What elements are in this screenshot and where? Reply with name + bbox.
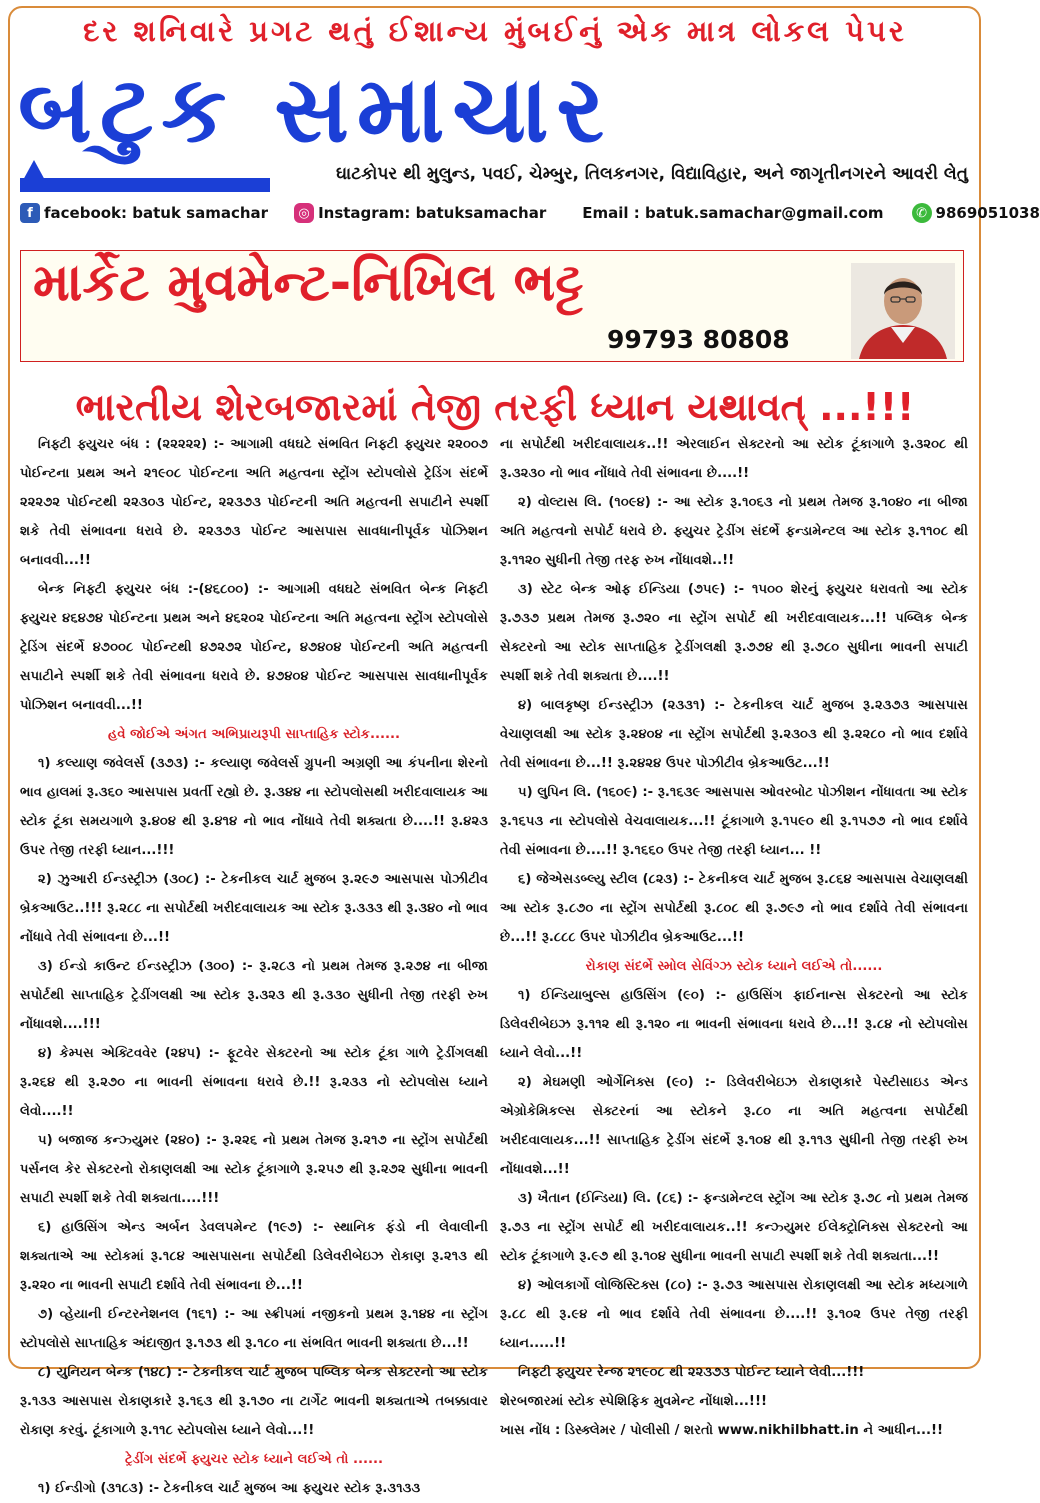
phone-label: 9869051038 bbox=[935, 204, 1040, 222]
nifty-future-para: નિફ્ટી ફ્યુચર બંધ : (૨૨૨૨૨) :- આગામી વધઘટે સંભવિત નિફ્ટી ફ્યુચર ૨૨૦૦૭ પોઈન્ટના પ્રથમ અને ૨૧૯૦૮ પોઈન્ટના અતિ મહત્વના સ્ટ્રોંગ સ્ટોપલોસે ટ્રેડિંગ સંદર્ભે ૨૨૨૭૨ પોઈન્ટથી ૨૨૩૦૩ પોઈન્ટ, ૨૨૩૭૩ પોઈન્ટની અતિ મહત્વની સપાટીને સ્પર્શી શકે તેવી સંભાવના ધરાવે છે. ૨૨૩૭૩ પોઈન્ટ આસપાસ સાવધાનીપૂર્વક પોઝિશન બનાવવી...!! bbox=[20, 437, 488, 568]
facebook-label: facebook: batuk samachar bbox=[44, 204, 269, 222]
column-header-box bbox=[20, 250, 964, 362]
stock-item: ૧) કલ્યાણ જવેલર્સ (૩૭૩) :- કલ્યાણ જવેલર્સ ગ્રુપની અગ્રણી આ કંપનીના શેરનો ભાવ હાલમાં રૂ.૩૬૦ આસપાસ પ્રવર્તી રહ્યો છે. રૂ.૩૪૪ ના સ્ટોપલોસથી ખરીદવાલાયક આ સ્ટોક ટૂંકા સમયગાળે રૂ.૪૦૪ થી રૂ.૪૧૪ નો ભાવ નોંધાવે તેવી શક્યતા છે....!! રૂ.૪૨૩ ઉપર તેજી તરફી ધ્યાન...!!! bbox=[20, 756, 488, 858]
stock-item: ૨) ઝુઆરી ઈન્ડસ્ટ્રીઝ (૩૦૮) :- ટેકનીકલ ચાર્ટ મુજબ રૂ.૨૯૭ આસપાસ પોઝીટીવ બ્રેકઆઉટ..!!! રૂ.૨૮૮ ના સપોર્ટથી ખરીદવાલાયક આ સ્ટોક રૂ.૩૩૩ થી રૂ.૩૪૦ નો ભાવ નોંધાવે તેવી સંભાવના છે...!! bbox=[20, 872, 488, 945]
author-photo bbox=[851, 263, 955, 359]
nifty-range-note: નિફ્ટી ફ્યુચર રેન્જ ૨૧૯૦૮ થી ૨૨૩૭૩ પોઈન્ટ ધ્યાને લેવી...!!! bbox=[518, 1365, 865, 1380]
column-phone: 99793 80808 bbox=[607, 325, 790, 354]
market-note: શેરબજારમાં સ્ટોક સ્પેશિફિક મુવમેન્ટ નોંધાશે...!!! bbox=[500, 1394, 767, 1409]
left-column bbox=[20, 430, 488, 1496]
instagram-icon: ◎ bbox=[294, 203, 314, 223]
facebook-link[interactable] bbox=[20, 203, 268, 223]
stock-item: ૬) હાઉસિંગ એન્ડ અર્બન ડેવલપમેન્ટ (૧૯૭) :- સ્થાનિક ફંડો ની લેવાલીની શક્યતાએ આ સ્ટોકમાં રૂ.૧૮૪ આસપાસના સપોર્ટથી ડિલેવરીબેઇઝ રોકાણ રૂ.૨૧૩ થી રૂ.૨૨૦ ના ભાવની સપાટી દર્શાવે તેવી સંભાવના છે...!! bbox=[20, 1220, 488, 1293]
stock-item: ૧) ઈન્ડીગો (૩૧૮૩) :- ટેકનીકલ ચાર્ટ મુજબ આ ફ્યુચર સ્ટોક રૂ.૩૧૩૩ bbox=[38, 1481, 421, 1496]
email-label: Email : batuk.samachar@gmail.com bbox=[582, 204, 884, 222]
continued-para: ના સપોર્ટથી ખરીદવાલાયક..!! એરલાઈન સેક્ટરનો આ સ્ટોક ટૂંકાગાળે રૂ.૩૨૦૮ થી રૂ.૩૨૩૦ નો ભાવ નોંધાવે તેવી સંભાવના છે....!! bbox=[500, 437, 968, 481]
instagram-link[interactable] bbox=[294, 203, 546, 223]
tagline: દર શનિવારે પ્રગટ થતું ઈશાન્ય મુંબઈનું એક માત્ર લોકલ પેપર bbox=[83, 14, 907, 48]
phone-link[interactable] bbox=[912, 203, 1040, 223]
masthead-bar bbox=[20, 178, 270, 192]
coverage-line: ઘાટકોપર થી મુલુન્ડ, પવઈ, ચેમ્બુર, તિલકનગર, વિદ્યાવિહાર, અને જાગૃતીનગરને આવરી લેતુ bbox=[335, 164, 968, 184]
email-link[interactable] bbox=[582, 204, 883, 222]
masthead-logo: બટુક સમાચાર bbox=[18, 56, 613, 163]
stock-item: ૮) યુનિયન બેન્ક (૧૪૮) :- ટેકનીકલ ચાર્ટ મુજબ પબ્લિક બેન્ક સેક્ટરનો આ સ્ટોક રૂ.૧૩૩ આસપાસ રોકાણકારે રૂ.૧૬૩ થી રૂ.૧૭૦ ના ટાર્ગેટ ભાવની શક્યતાએ તબક્કાવાર રોકાણ કરવું. ટૂંકાગાળે રૂ.૧૧૮ સ્ટોપલોસ ધ્યાને લેવો...!! bbox=[20, 1365, 488, 1438]
instagram-label: Instagram: batuksamachar bbox=[318, 204, 547, 222]
section-subhead-small-savings: રોકાણ સંદર્ભે સ્મોલ સેવિંગ્ઝ સ્ટોક ધ્યાને લઈએ તો...... bbox=[585, 959, 883, 974]
social-row bbox=[20, 198, 1040, 228]
stock-item: ૪) ઓલકાર્ગો લોજિસ્ટિક્સ (૮૦) :- રૂ.૭૩ આસપાસ રોકાણલક્ષી આ સ્ટોક મધ્યગાળે રૂ.૮૮ થી રૂ.૯૪ નો ભાવ દર્શાવે તેવી સંભાવના છે....!! રૂ.૧૦૨ ઉપર તેજી તરફી ધ્યાન.....!! bbox=[500, 1278, 968, 1351]
stock-item: ૬) જેએસડબ્લ્યુ સ્ટીલ (૮૨૩) :- ટેકનીકલ ચાર્ટ મુજબ રૂ.૮૬૪ આસપાસ વેચાણલક્ષી આ સ્ટોક રૂ.૮૭૦ ના સ્ટ્રોંગ સપોર્ટથી રૂ.૮૦૮ થી રૂ.૭૯૭ નો ભાવ દર્શાવે તેવી સંભાવના છે...!! રૂ.૮૮૮ ઉપર પોઝીટીવ બ્રેકઆઉટ...!! bbox=[500, 872, 968, 945]
stock-item: ૪) બાલકૃષ્ણ ઈન્ડસ્ટ્રીઝ (૨૩૩૧) :- ટેકનીકલ ચાર્ટ મુજબ રૂ.૨૩૭૩ આસપાસ વેચાણલક્ષી આ સ્ટોક રૂ.૨૪૦૪ ના સ્ટ્રોંગ સપોર્ટથી રૂ.૨૩૦૩ થી રૂ.૨૨૮૦ નો ભાવ દર્શાવે તેવી સંભાવના છે...!! રૂ.૨૪૨૪ ઉપર પોઝીટીવ બ્રેકઆઉટ...!! bbox=[500, 698, 968, 771]
bank-nifty-para: બેન્ક નિફ્ટી ફ્યુચર બંધ :-(૪૬૮૦૦) :- આગામી વધઘટે સંભવિત બેન્ક નિફ્ટી ફ્યુચર ૪૬૪૭૪ પોઈન્ટના પ્રથમ અને ૪૬૨૦૨ પોઈન્ટના અતિ મહત્વના સ્ટ્રોંગ સ્ટોપલોસે ટ્રેડિંગ સંદર્ભે ૪૭૦૦૮ પોઈન્ટથી ૪૭૨૭૨ પોઈન્ટ, ૪૭૪૦૪ પોઈન્ટની અતિ મહત્વની સપાટીને સ્પર્શી શકે તેવી સંભાવના ધરાવે છે. ૪૭૪૦૪ પોઈન્ટ આસપાસ સાવધાનીપૂર્વક પોઝિશન બનાવવી...!! bbox=[20, 582, 488, 713]
headline: ભારતીય શેરબજારમાં તેજી તરફી ધ્યાન યથાવત્ ...!!! bbox=[75, 385, 915, 429]
stock-item: ૨) મેઘમણી ઓર્ગેનિક્સ (૯૦) :- ડિલેવરીબેઇઝ રોકાણકારે પેસ્ટીસાઇડ એન્ડ એગ્રોકેમિકલ્સ સેક્ટરનાં આ સ્ટોકને રૂ.૮૦ ના અતિ મહત્વના સપોર્ટથી ખરીદવાલાયક...!! સાપ્તાહિક ટ્રેડીંગ સંદર્ભે રૂ.૧૦૪ થી રૂ.૧૧૩ સુધીની તેજી તરફી રુખ નોંધાવશે...!! bbox=[500, 1075, 968, 1177]
section-subhead-weekly: હવે જોઈએ અંગત અભિપ્રાયરૂપી સાપ્તાહિક સ્ટોક...... bbox=[108, 727, 400, 742]
column-title: માર્કેટ મુવમેન્ટ-નિખિલ ભટ્ટ bbox=[33, 253, 584, 313]
stock-item: ૨) વોલ્ટાસ લિ. (૧૦૯૪) :- આ સ્ટોક રૂ.૧૦૬૩ નો પ્રથમ તેમજ રૂ.૧૦૪૦ ના બીજા અતિ મહત્વનો સપોર્ટ ધરાવે છે. ફ્યુચર ટ્રેડીંગ સંદર્ભે ફન્ડામેન્ટલ આ સ્ટોક રૂ.૧૧૦૮ થી રૂ.૧૧૨૦ સુધીની તેજી તરફ રુખ નોંધાવશે..!! bbox=[500, 495, 968, 568]
stock-item: ૭) વ્હેયાની ઈન્ટરનેશનલ (૧૬૧) :- આ સ્ક્રીપમાં નજીકનો પ્રથમ રૂ.૧૪૪ ના સ્ટ્રોંગ સ્ટોપલોસે સાપ્તાહિક અંદાજીત રૂ.૧૭૩ થી રૂ.૧૮૦ ના સંભવિત ભાવની શક્યતા છે...!! bbox=[20, 1307, 488, 1351]
stock-item: ૩) ખૈતાન (ઈન્ડિયા) લિ. (૮૬) :- ફન્ડામેન્ટલ સ્ટ્રોંગ આ સ્ટોક રૂ.૭૮ નો પ્રથમ તેમજ રૂ.૭૩ ના સ્ટ્રોંગ સપોર્ટ થી ખરીદવાલાયક..!! કન્ઝ્યુમર ઈલેક્ટ્રોનિક્સ સેક્ટરનો આ સ્ટોક ટૂંકાગાળે રૂ.૯૭ થી રૂ.૧૦૪ સુધીના ભાવની સપાટી સ્પર્શી શકે તેવી શક્યતા...!! bbox=[500, 1191, 968, 1264]
stock-item: ૧) ઈન્ડિયાબુલ્સ હાઉસિંગ (૯૦) :- હાઉસિંગ ફાઈનાન્સ સેક્ટરનો આ સ્ટોક ડિલેવરીબેઇઝ રૂ.૧૧૨ થી રૂ.૧૨૦ ના ભાવની સંભાવના ધરાવે છે...!! રૂ.૮૪ નો સ્ટોપલોસ ધ્યાને લેવો...!! bbox=[500, 988, 968, 1061]
disclaimer-note: ખાસ નોંધ : ડિસ્ક્લેમર / પોલીસી / શરતો www.nikhilbhatt.in ને આધીન...!! bbox=[500, 1423, 944, 1438]
section-subhead-futures: ટ્રેડીંગ સંદર્ભે ફ્યુચર સ્ટોક ધ્યાને લઈએ તો ...... bbox=[124, 1452, 384, 1467]
facebook-icon: f bbox=[20, 203, 40, 223]
stock-item: ૫) લુપિન લિ. (૧૬૦૯) :- રૂ.૧૬૩૯ આસપાસ ઓવરબોટ પોઝીશન નોંધાવતા આ સ્ટોક રૂ.૧૬૫૩ ના સ્ટોપલોસે વેચવાલાયક...!! ટૂંકાગાળે રૂ.૧૫૯૦ થી રૂ.૧૫૭૭ નો ભાવ દર્શાવે તેવી સંભાવના છે....!! રૂ.૧૬૬૦ ઉપર તેજી તરફી ધ્યાન... !! bbox=[500, 785, 968, 858]
right-column bbox=[500, 430, 968, 1438]
stock-item: ૫) બજાજ કન્ઝ્યુમર (૨૪૦) :- રૂ.૨૨૬ નો પ્રથમ તેમજ રૂ.૨૧૭ ના સ્ટ્રોંગ સપોર્ટથી પર્સનલ કેર સેક્ટરનો રોકાણલક્ષી આ સ્ટોક ટૂંકાગાળે રૂ.૨૫૭ થી રૂ.૨૭૨ સુધીના ભાવની સપાટી સ્પર્શી શકે તેવી શક્યતા....!!! bbox=[20, 1133, 488, 1206]
stock-item: ૩) ઈન્ડો કાઉન્ટ ઈન્ડસ્ટ્રીઝ (૩૦૦) :- રૂ.૨૮૩ નો પ્રથમ તેમજ રૂ.૨૭૪ ના બીજા સપોર્ટથી સાપ્તાહિક ટ્રેડીંગલક્ષી આ સ્ટોક રૂ.૩૨૩ થી રૂ.૩૩૦ સુધીની તેજી તરફી રુખ નોંધાવશે....!!! bbox=[20, 959, 488, 1032]
stock-item: ૩) સ્ટેટ બેન્ક ઓફ ઈન્ડિયા (૭૫૯) :- ૧૫૦૦ શેરનું ફ્યુચર ધરાવતો આ સ્ટોક રૂ.૭૩૭ પ્રથમ તેમજ રૂ.૭૨૦ ના સ્ટ્રોંગ સપોર્ટ થી ખરીદવાલાયક...!! પબ્લિક બેન્ક સેક્ટરનો આ સ્ટોક સાપ્તાહિક ટ્રેડીંગલક્ષી રૂ.૭૭૪ થી રૂ.૭૮૦ સુધીના ભાવની સપાટી સ્પર્શી શકે તેવી શક્યતા છે....!! bbox=[500, 582, 968, 684]
stock-item: ૪) કેમ્પસ એક્ટિવવેર (૨૪૫) :- ફૂટવેર સેક્ટરનો આ સ્ટોક ટૂંકા ગાળે ટ્રેડીંગલક્ષી રૂ.૨૬૪ થી રૂ.૨૭૦ ના ભાવની સંભાવના ધરાવે છે.!! રૂ.૨૩૩ નો સ્ટોપલોસ ધ્યાને લેવો....!! bbox=[20, 1046, 488, 1119]
whatsapp-icon: ✆ bbox=[912, 203, 932, 223]
